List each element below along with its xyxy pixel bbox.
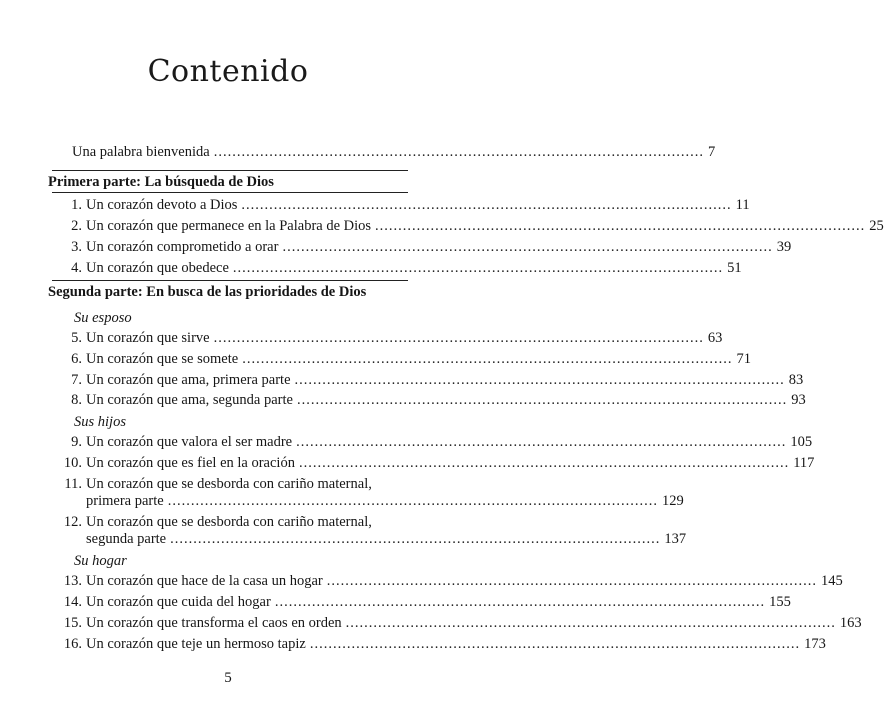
section-heading: Su hogar <box>74 553 127 569</box>
toc-page-number: 129 <box>661 493 684 509</box>
toc-entry[interactable] <box>62 351 751 368</box>
toc-entry-number: 7. <box>71 372 82 388</box>
divider <box>52 192 408 193</box>
dot-leader: .......................................................................................................... <box>232 260 724 276</box>
dot-leader: .......................................................................................................... <box>241 197 732 213</box>
toc-entry[interactable] <box>62 615 862 632</box>
toc-page-number: 173 <box>804 636 826 652</box>
dot-leader: .......................................................................................................... <box>274 594 766 610</box>
toc-page-number: 63 <box>707 330 723 346</box>
dot-leader: .......................................................................................................... <box>309 636 801 652</box>
part-heading: Primera parte: La búsqueda de Dios <box>48 174 274 190</box>
toc-entry-number: 8. <box>71 392 82 408</box>
toc-entry-line1[interactable] <box>62 476 372 493</box>
toc-entry-title-cont: primera parte <box>86 493 164 509</box>
divider <box>52 280 408 281</box>
toc-entry[interactable] <box>62 573 843 590</box>
toc-page-number: 51 <box>727 260 742 276</box>
toc-entry[interactable] <box>62 330 723 347</box>
toc-entry-number: 4. <box>71 260 82 276</box>
toc-page-number: 137 <box>664 531 687 547</box>
section-heading: Sus hijos <box>74 414 126 430</box>
toc-entry-number: 9. <box>71 434 82 450</box>
toc-entry-title: Un corazón devoto a Dios <box>86 197 238 213</box>
toc-entry-number: 12. <box>63 514 82 530</box>
toc-page-number: 93 <box>791 392 806 408</box>
toc-entry-title: Un corazón que se somete <box>86 351 239 367</box>
toc-entry-number: 11. <box>64 476 82 492</box>
dot-leader: .......................................................................................................... <box>296 434 787 450</box>
toc-entry-number: 6. <box>71 351 82 367</box>
toc-entry-line2[interactable] <box>86 531 687 548</box>
toc-page-number: 145 <box>820 573 843 589</box>
dot-leader: .......................................................................................................... <box>213 144 704 160</box>
dot-leader: .......................................................................................................... <box>167 493 658 509</box>
toc-entry[interactable] <box>62 636 826 653</box>
toc-entry-title-cont: segunda parte <box>86 531 167 547</box>
toc-entry-number: 10. <box>63 455 82 471</box>
toc-entry[interactable] <box>62 197 750 214</box>
toc-entry-line1[interactable] <box>62 514 372 531</box>
toc-entry-line2[interactable] <box>86 493 684 510</box>
page-title: Contenido <box>147 54 309 89</box>
toc-page-number: 117 <box>793 455 815 471</box>
toc-entry-number: 2. <box>71 218 82 234</box>
toc-entry-title: Un corazón que sirve <box>86 330 210 346</box>
toc-entry[interactable] <box>62 372 804 389</box>
divider <box>52 170 408 171</box>
toc-page-number: 105 <box>790 434 813 450</box>
dot-leader: .......................................................................................................... <box>345 615 836 631</box>
part-heading: Segunda parte: En busca de las prioridades de Dios <box>48 284 367 300</box>
toc-page-number: 83 <box>788 372 804 388</box>
toc-entry-title: Un corazón que es fiel en la oración <box>86 455 295 471</box>
dot-leader: .......................................................................................................... <box>213 330 704 346</box>
dot-leader: .......................................................................................................... <box>242 351 733 367</box>
toc-entry-number: 14. <box>63 594 82 610</box>
section-heading: Su esposo <box>74 310 132 326</box>
toc-entry-title: Un corazón que teje un hermoso tapiz <box>86 636 306 652</box>
toc-entry-title: Un corazón que se desborda con cariño maternal, <box>86 476 372 492</box>
toc-entry[interactable] <box>62 218 884 235</box>
dot-leader: .......................................................................................................... <box>170 531 661 547</box>
toc-entry[interactable] <box>62 260 742 277</box>
toc-entry-number: 16. <box>63 636 82 652</box>
toc-entry-title: Un corazón que ama, segunda parte <box>86 392 293 408</box>
toc-page-number: 155 <box>769 594 791 610</box>
toc-page-number: 71 <box>736 351 751 367</box>
toc-page-number: 163 <box>839 615 862 631</box>
dot-leader: .......................................................................................................... <box>294 372 785 388</box>
toc-page-number: 25 <box>869 218 884 234</box>
toc-entry-number: 15. <box>63 615 82 631</box>
toc-page-number: 11 <box>735 197 750 213</box>
toc-entry[interactable] <box>62 434 813 451</box>
toc-entry[interactable] <box>62 455 815 472</box>
dot-leader: .......................................................................................................... <box>326 573 817 589</box>
toc-page-number: 7 <box>707 144 716 160</box>
toc-page-number: 39 <box>776 239 792 255</box>
dot-leader: .......................................................................................................... <box>282 239 773 255</box>
page-number: 5 <box>224 670 232 686</box>
toc-entry[interactable] <box>62 239 792 256</box>
toc-entry-number: 13. <box>63 573 82 589</box>
toc-entry-title: Una palabra bienvenida <box>72 144 210 160</box>
toc-entry-title: Un corazón que se desborda con cariño maternal, <box>86 514 372 530</box>
dot-leader: .......................................................................................................... <box>375 218 866 234</box>
toc-entry-title: Un corazón que transforma el caos en orden <box>86 615 342 631</box>
toc-entry[interactable] <box>62 392 806 409</box>
toc-entry-title: Un corazón que cuida del hogar <box>86 594 271 610</box>
dot-leader: .......................................................................................................... <box>296 392 788 408</box>
toc-entry-title: Un corazón que valora el ser madre <box>86 434 293 450</box>
toc-entry-title: Un corazón que ama, primera parte <box>86 372 291 388</box>
dot-leader: .......................................................................................................... <box>298 455 790 471</box>
toc-entry-title: Un corazón que hace de la casa un hogar <box>86 573 323 589</box>
toc-entry-number: 1. <box>71 197 82 213</box>
toc-entry-title: Un corazón que obedece <box>86 260 229 276</box>
toc-entry-title: Un corazón comprometido a orar <box>86 239 279 255</box>
toc-entry-number: 5. <box>71 330 82 346</box>
toc-entry-title: Un corazón que permanece en la Palabra de Dios <box>86 218 372 234</box>
toc-entry-number: 3. <box>71 239 82 255</box>
toc-entry[interactable] <box>62 594 791 611</box>
toc-entry-intro[interactable] <box>72 144 716 161</box>
